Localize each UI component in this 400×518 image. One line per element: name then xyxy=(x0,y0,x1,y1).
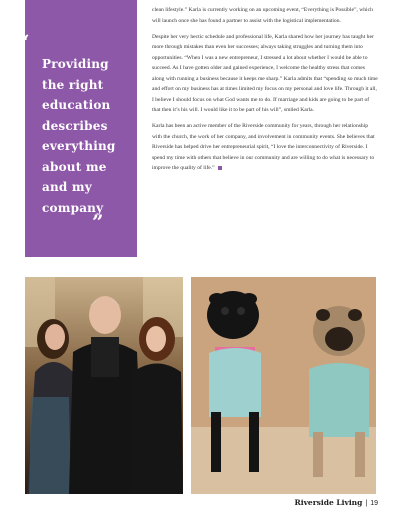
page-footer xyxy=(294,498,378,507)
group-photo xyxy=(25,277,183,494)
article-paragraph-text: Karla has been an active member of the Riverside community for years, through her relationship with the church, the work of her company, and involvement in community events. She believes that Riverside has helped drive her entrepreneurial spirit, “I love the interconnectivity of Riverside. I spend my time with others that believe in our community and are willing to do what is necessary to improve the quality of life.” xyxy=(152,123,375,171)
close-quote-mark: ” xyxy=(92,210,104,234)
pugs-photo xyxy=(191,277,376,494)
article-paragraph: Despite her very hectic schedule and professional life, Karla shared how her journey has taught her more through mistakes than even her successes; always taking struggles and turning them into opportunities. “When I was a new entrepreneur, I stressed a lot about whether I would be able to succeed. As I have gotten older and gained experience, I welcome the healthy stress that comes along with running a business because it keeps me sharp.” Karla admits that “spending so much time and effort on my business has at times limited my focus on my personal and love life. Through it all, I believe I should focus on what God wants me to do. If marriage and kids are going to be part of that then it’s his will. I would like it to be part of his will”, smiled Karla. xyxy=(152,33,378,113)
open-quote-mark: “ xyxy=(18,30,30,54)
end-mark-icon xyxy=(218,166,222,170)
pugs-photo-illustration xyxy=(191,277,376,494)
footer-separator: | xyxy=(365,500,368,507)
page-number: 19 xyxy=(370,500,378,507)
group-photo-illustration xyxy=(25,277,183,494)
article-paragraph xyxy=(152,121,378,174)
publication-name: Riverside Living xyxy=(294,498,363,507)
article-paragraph: clean lifestyle.” Karla is currently working on an upcoming event, “Everything is Possible”, which will launch once she has found a partner to assist with the logistical implementation. xyxy=(152,7,373,24)
article-body xyxy=(152,5,378,179)
pull-quote-text: Providing the right education describes everything about me and my company xyxy=(42,57,116,215)
